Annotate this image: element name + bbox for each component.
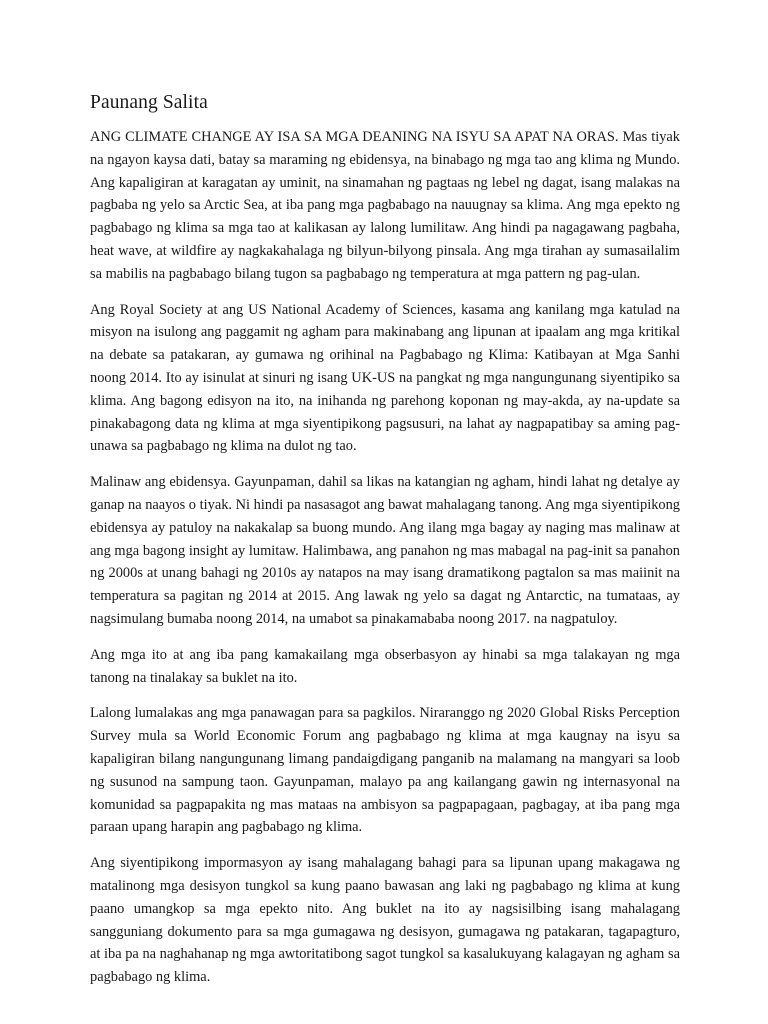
paragraph-4: Ang mga ito at ang iba pang kamakailang mga obserbasyon ay hinabi sa mga talakayan ng mga tanong na tinalakay sa buklet na ito.	[90, 646, 680, 686]
paragraph-5: Lalong lumalakas ang mga panawagan para sa pagkilos. Niraranggo ng 2020 Global Risks Perception Survey mula sa World Economic Forum ang pagbabago ng klima at mga kaugnay na isyu sa kapaligiran bilang nangungunang limang pandaigdigang panganib na malamang na mangyari sa loob ng susunod na sampung taon. Gayunpaman, malayo pa ang kailangang gawin ng internasyonal na komunidad sa pagpapakita ng mas mataas na ambisyon sa pagpapagaan, pagbagay, at iba pang mga paraan upang harapin ang pagbabago ng klima.	[90, 705, 680, 836]
page-title: Paunang Salita	[90, 92, 208, 113]
paragraph-6: Ang siyentipikong impormasyon ay isang mahalagang bahagi para sa lipunan upang makagawa ng matalinong mga desisyon tungkol sa kung paano bawasan ang laki ng pagbabago ng klima at kung paano umangkop sa mga epekto nito. Ang buklet na ito ay nagsisilbing isang mahalagang sangguniang dokumento para sa mga gumagawa ng desisyon, gumagawa ng patakaran, tagapagturo, at iba pa na naghahanap ng mga awtoritatibong sagot tungkol sa kasalukuyang kalagayan ng agham sa pagbabago ng klima.	[90, 855, 680, 986]
paragraph-2: Ang Royal Society at ang US National Academy of Sciences, kasama ang kanilang mga katulad na misyon na isulong ang paggamit ng agham para makinabang ang lipunan at ipaalam ang mga kritikal na debate sa patakaran, ay gumawa ng orihinal na Pagbabago ng Klima: Katibayan at Mga Sanhi noong 2014. Ito ay isinulat at sinuri ng isang UK-US na pangkat ng mga nangungunang siyentipiko sa klima. Ang bagong edisyon na ito, na inihanda ng parehong koponan ng may-akda, ay na-update sa pinakabagong data ng klima at mga siyentipikong pagsusuri, na lahat ay nagpapatibay sa aming pag-unawa sa pagbabago ng klima na dulot ng tao.	[90, 301, 680, 455]
paragraph-1: ANG CLIMATE CHANGE AY ISA SA MGA DEANING NA ISYU SA APAT NA ORAS. Mas tiyak na ngayon kaysa dati, batay sa maraming ng ebidensya, na binabago ng mga tao ang klima ng Mundo. Ang kapaligiran at karagatan ay uminit, na sinamahan ng pagtaas ng lebel ng dagat, isang malakas na pagbaba ng yelo sa Arctic Sea, at iba pang mga pagbabago na nauugnay sa klima. Ang mga epekto ng pagbabago ng klima sa mga tao at kalikasan ay lalong lumilitaw. Ang hindi pa nagagawang pagbaha, heat wave, at wildfire ay nagkakahalaga ng bilyun-bilyong pinsala. Ang mga tirahan ay sumasailalim sa mabilis na pagbabago bilang tugon sa pagbabago ng temperatura at mga pattern ng pag-ulan.	[90, 129, 680, 282]
paragraph-3: Malinaw ang ebidensya. Gayunpaman, dahil sa likas na katangian ng agham, hindi lahat ng detalye ay ganap na naayos o tiyak. Ni hindi pa nasasagot ang bawat mahalagang tanong. Ang mga siyentipikong ebidensya ay patuloy na nakakalap sa buong mundo. Ang ilang mga bagay ay naging mas malinaw at ang mga bagong insight ay lumitaw. Halimbawa, ang panahon ng mas mabagal na pag-init sa panahon ng 2000s at unang bahagi ng 2010s ay natapos na may isang dramatikong pagtalon sa mas maiinit na temperatura sa pagitan ng 2014 at 2015. Ang lawak ng yelo sa dagat ng Antarctic, na tumataas, ay nagsimulang bumaba noong 2014, na umabot sa pinakamababa noong 2017. na nagpatuloy.	[90, 474, 680, 627]
